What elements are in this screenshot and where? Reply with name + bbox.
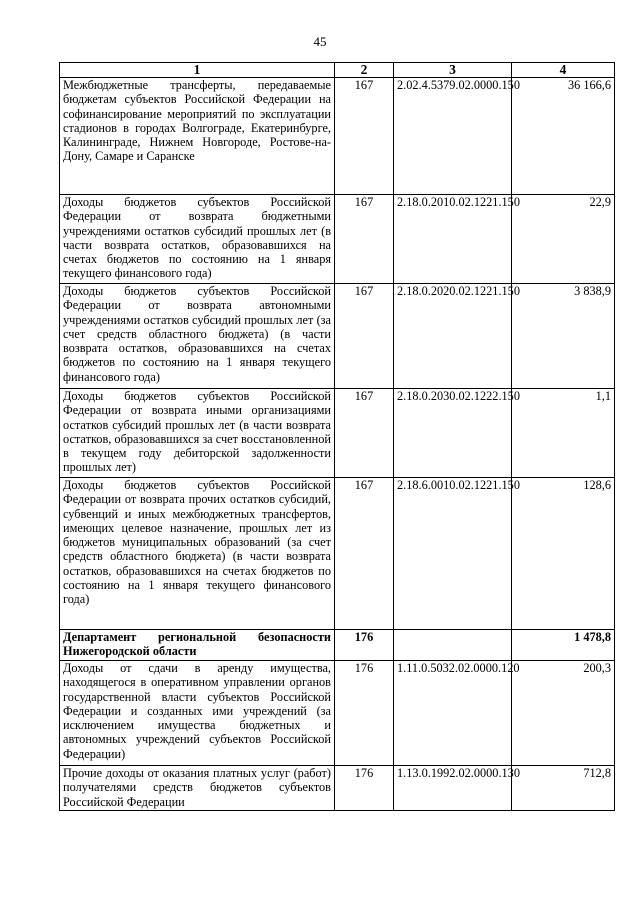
department-amount: 1 478,8	[512, 630, 615, 661]
row-code: 167	[335, 284, 394, 389]
row-kbk: 1.11.0.5032.02.0000.120	[394, 661, 512, 766]
department-name-line1: Департамент региональной безопасности	[63, 630, 331, 644]
row-kbk: 2.02.4.5379.02.0000.150	[394, 78, 512, 195]
row-name: Прочие доходы от оказания платных услуг (работ) получателями средств бюджетов субъектов Российской Федерации	[60, 766, 335, 811]
department-name	[60, 630, 335, 661]
page-number: 45	[313, 34, 327, 49]
row-name: Доходы бюджетов субъектов Российской Федерации от возврата автономными учреждениями остатков субсидий прошлых лет (за счет средств областного бюджета) (в части возврата остатков, образовавшихся на счетах бюджетов по состоянию на 1 января текущего финансового года)	[60, 284, 335, 389]
row-kbk: 2.18.0.2020.02.1221.150	[394, 284, 512, 389]
row-name: Доходы от сдачи в аренду имущества, находящегося в оперативном управлении органов государственной власти субъектов Российской Федерации и созданных ими учреждений (за исключением имущества бюджетных и автономных учреждений субъектов Российской Федерации)	[60, 661, 335, 766]
column-header-code: 2	[335, 63, 394, 78]
row-amount: 3 838,9	[512, 284, 615, 389]
table-row	[60, 478, 615, 630]
column-header-amount: 4	[512, 63, 615, 78]
row-code: 176	[335, 661, 394, 766]
row-name: Доходы бюджетов субъектов Российской Федерации от возврата прочих остатков субсидий, субвенций и иных межбюджетных трансфертов, имеющих целевое назначение, прошлых лет из бюджетов муниципальных образований (за счет средств областного бюджета) (в части возврата остатков, образовавшихся на счетах бюджетов по состоянию на 1 января текущего финансового года)	[60, 478, 335, 630]
budget-revenue-table	[59, 62, 615, 811]
table-header-row	[60, 63, 615, 78]
table-row	[60, 389, 615, 478]
row-code: 167	[335, 78, 394, 195]
row-code: 167	[335, 389, 394, 478]
department-name-line2: Нижегородской области	[63, 644, 197, 659]
table-row	[60, 78, 615, 195]
table-row	[60, 661, 615, 766]
row-code: 176	[335, 766, 394, 811]
row-name: Доходы бюджетов субъектов Российской Федерации от возврата иными организациями остатков субсидий прошлых лет (в части возврата остатков, образовавшихся за счет восстановленной в текущем году дебиторской задолженности прошлых лет)	[60, 389, 335, 478]
department-row	[60, 630, 615, 661]
row-amount: 128,6	[512, 478, 615, 630]
row-code: 167	[335, 478, 394, 630]
row-kbk: 2.18.6.0010.02.1221.150	[394, 478, 512, 630]
row-amount: 22,9	[512, 195, 615, 284]
row-code: 167	[335, 195, 394, 284]
table-row	[60, 195, 615, 284]
row-amount: 712,8	[512, 766, 615, 811]
row-name: Межбюджетные трансферты, передаваемые бюджетам субъектов Российской Федерации на софинансирование мероприятий по эксплуатации стадионов в городах Волгограде, Екатеринбурге, Калининграде, Нижнем Новгороде, Ростове-на-Дону, Самаре и Саранске	[60, 78, 335, 195]
row-kbk: 2.18.0.2030.02.1222.150	[394, 389, 512, 478]
column-header-kbk: 3	[394, 63, 512, 78]
row-amount: 200,3	[512, 661, 615, 766]
row-kbk: 1.13.0.1992.02.0000.130	[394, 766, 512, 811]
table-row	[60, 284, 615, 389]
row-name: Доходы бюджетов субъектов Российской Федерации от возврата бюджетными учреждениями остатков субсидий прошлых лет (в части возврата остатков, образовавшихся на счетах бюджетов по состоянию на 1 января текущего финансового года)	[60, 195, 335, 284]
table-row	[60, 766, 615, 811]
row-amount: 36 166,6	[512, 78, 615, 195]
row-amount: 1,1	[512, 389, 615, 478]
department-kbk	[394, 630, 512, 661]
department-code: 176	[335, 630, 394, 661]
column-header-name: 1	[60, 63, 335, 78]
row-kbk: 2.18.0.2010.02.1221.150	[394, 195, 512, 284]
